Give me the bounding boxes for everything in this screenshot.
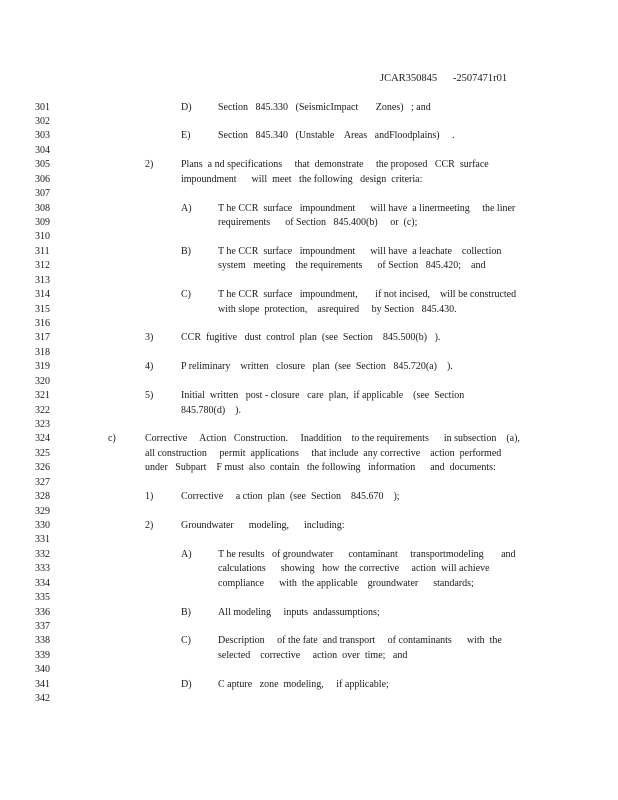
document-line (0, 187, 618, 201)
document-line (0, 303, 618, 317)
line-number: 337 (35, 620, 50, 632)
line-number: 315 (35, 303, 50, 315)
line-text: Section 845.330 (SeismicImpact Zones) ; and (218, 101, 431, 113)
line-number: 335 (35, 592, 50, 604)
document-line (0, 346, 618, 360)
document-line (0, 129, 618, 143)
line-text: selected corrective action over time; and (218, 649, 408, 661)
line-number: 313 (35, 274, 50, 286)
line-number: 314 (35, 289, 50, 301)
list-marker: E) (181, 130, 191, 142)
document-line (0, 259, 618, 273)
document-line (0, 317, 618, 331)
line-number: 334 (35, 577, 50, 589)
document-line (0, 202, 618, 216)
list-marker: c) (108, 433, 116, 445)
line-text: C apture zone modeling, if applicable; (218, 678, 389, 690)
doc-revision: -2507471r01 (452, 73, 508, 84)
line-number: 339 (35, 649, 50, 661)
document-line (0, 331, 618, 345)
document-line (0, 389, 618, 403)
line-number: 333 (35, 563, 50, 575)
list-marker: A) (181, 548, 192, 560)
line-number: 311 (35, 245, 50, 257)
line-text: Groundwater modeling, including: (181, 519, 345, 531)
line-number: 332 (35, 548, 50, 560)
list-marker: 4) (145, 361, 154, 373)
list-marker: 1) (145, 491, 154, 503)
line-text: Description of the fate and transport of contaminants with the (218, 635, 502, 647)
line-number: 320 (35, 375, 50, 387)
document-line (0, 418, 618, 432)
line-number: 329 (35, 505, 50, 517)
document-line (0, 505, 618, 519)
document-line (0, 447, 618, 461)
document-line (0, 533, 618, 547)
line-text: calculations showing how the corrective action will achieve (218, 563, 490, 575)
line-number: 304 (35, 144, 50, 156)
document-line (0, 274, 618, 288)
document-line (0, 562, 618, 576)
line-text: P reliminary written closure plan (see Section 845.720(a) ). (181, 361, 453, 373)
line-text: impoundment will meet the following design criteria: (181, 173, 423, 185)
line-text: compliance with the applicable groundwater standards; (218, 577, 474, 589)
document-line (0, 634, 618, 648)
document-line (0, 461, 618, 475)
list-marker: 5) (145, 390, 154, 402)
document-line (0, 432, 618, 446)
list-marker: D) (181, 101, 192, 113)
document-line (0, 663, 618, 677)
line-text: under Subpart F must also contain the following information and documents: (145, 462, 496, 474)
document-line (0, 375, 618, 389)
document-line (0, 490, 618, 504)
list-marker: C) (181, 289, 191, 301)
line-number: 324 (35, 433, 50, 445)
line-text: T he CCR surface impoundment will have a linermeeting the liner (218, 202, 516, 214)
document-line (0, 158, 618, 172)
line-number: 306 (35, 173, 50, 185)
list-marker: 2) (145, 159, 154, 171)
line-number: 307 (35, 188, 50, 200)
document-line (0, 404, 618, 418)
line-text: Section 845.340 (Unstable Areas andFloodplains) . (218, 130, 455, 142)
line-number: 322 (35, 404, 50, 416)
line-number: 330 (35, 519, 50, 531)
document-line (0, 620, 618, 634)
line-number: 309 (35, 216, 50, 228)
line-number: 323 (35, 418, 50, 430)
line-text: Corrective Action Construction. Inaddition to the requirements in subsection (a), (145, 433, 520, 445)
line-number: 316 (35, 317, 50, 329)
line-number: 301 (35, 101, 50, 113)
document-line (0, 230, 618, 244)
line-number: 336 (35, 606, 50, 618)
list-marker: A) (181, 202, 192, 214)
document-line (0, 548, 618, 562)
line-number: 342 (35, 693, 50, 705)
line-text: CCR fugitive dust control plan (see Section 845.500(b) ). (181, 332, 441, 344)
list-marker: 3) (145, 332, 154, 344)
line-number: 331 (35, 534, 50, 546)
list-marker: 2) (145, 519, 154, 531)
line-text: T he CCR surface impoundment will have a leachate collection (218, 245, 502, 257)
document-line (0, 288, 618, 302)
document-line (0, 692, 618, 706)
line-number: 305 (35, 159, 50, 171)
line-number: 308 (35, 202, 50, 214)
line-text: Corrective a ction plan (see Section 845.670 ); (181, 491, 400, 503)
line-number: 302 (35, 115, 50, 127)
document-line (0, 591, 618, 605)
line-text: T he results of groundwater contaminant transportmodeling and (218, 548, 516, 560)
line-text: with slope protection, asrequired by Section 845.430. (218, 303, 457, 315)
line-number: 318 (35, 346, 50, 358)
document-line (0, 173, 618, 187)
line-number: 340 (35, 664, 50, 676)
line-number: 303 (35, 130, 50, 142)
line-number: 310 (35, 231, 50, 243)
line-text: Initial written post - closure care plan, if applicable (see Section (181, 390, 465, 402)
document-line (0, 101, 618, 115)
line-number: 317 (35, 332, 50, 344)
document-line (0, 360, 618, 374)
line-number: 327 (35, 476, 50, 488)
document-line (0, 577, 618, 591)
line-number: 328 (35, 491, 50, 503)
list-marker: C) (181, 635, 191, 647)
line-number: 326 (35, 462, 50, 474)
list-marker: D) (181, 678, 192, 690)
document-line (0, 649, 618, 663)
line-number: 319 (35, 361, 50, 373)
list-marker: B) (181, 606, 191, 618)
document-line (0, 245, 618, 259)
doc-id: JCAR350845 (380, 73, 438, 84)
document-line (0, 519, 618, 533)
line-text: requirements of Section 845.400(b) or (c); (218, 216, 418, 228)
line-number: 321 (35, 390, 50, 402)
page-header (380, 73, 507, 84)
document-line (0, 476, 618, 490)
line-text: all construction permit applications that include any corrective action performed (145, 447, 502, 459)
line-number: 312 (35, 260, 50, 272)
line-text: 845.780(d) ). (181, 404, 241, 416)
document-line (0, 678, 618, 692)
line-text: system meeting the requirements of Section 845.420; and (218, 260, 486, 272)
line-number: 341 (35, 678, 50, 690)
document-line (0, 606, 618, 620)
document-line (0, 216, 618, 230)
line-text: T he CCR surface impoundment, if not incised, will be constructed (218, 289, 517, 301)
document-line (0, 144, 618, 158)
document-line (0, 115, 618, 129)
line-text: Plans a nd specifications that demonstrate the proposed CCR surface (181, 159, 489, 171)
line-number: 338 (35, 635, 50, 647)
line-text: All modeling inputs andassumptions; (218, 606, 380, 618)
line-number: 325 (35, 447, 50, 459)
list-marker: B) (181, 245, 191, 257)
